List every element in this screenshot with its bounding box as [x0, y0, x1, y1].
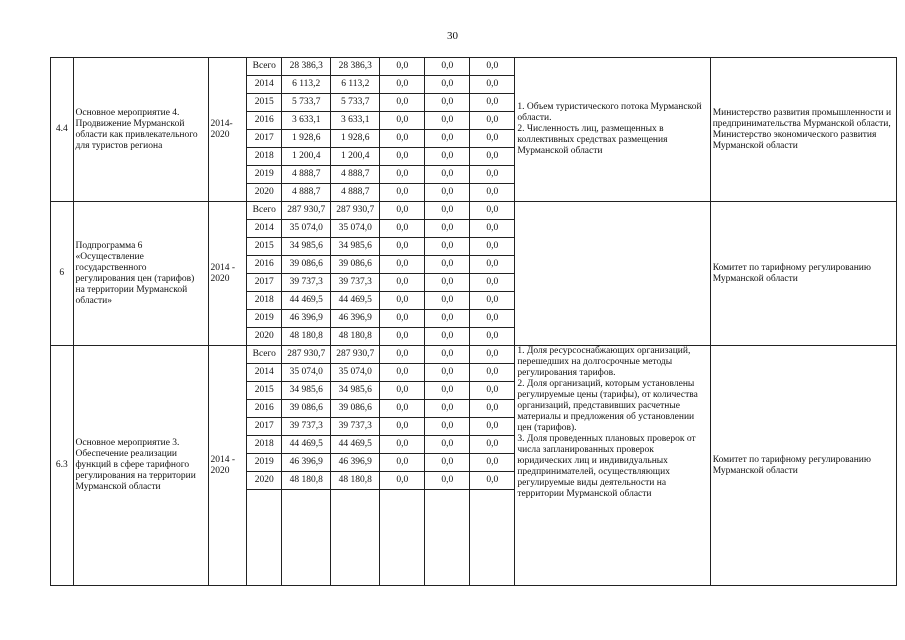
value-cell: 287 930,7 — [282, 346, 331, 364]
value-cell: 48 180,8 — [282, 472, 331, 490]
value-cell: 0,0 — [470, 292, 515, 310]
value-cell: 0,0 — [425, 130, 470, 148]
year-cell: 2017 — [247, 130, 282, 148]
indicator-text: 1. Доля ресурсоснабжающих организаций, перешедших на долгосрочные методы регулирования тарифов. — [517, 346, 691, 378]
value-cell: 48 180,8 — [282, 328, 331, 346]
value-cell: 0,0 — [425, 310, 470, 328]
value-cell: 0,0 — [470, 418, 515, 436]
year-cell: 2016 — [247, 400, 282, 418]
year-cell: 2014 — [247, 76, 282, 94]
value-cell: 4 888,7 — [282, 184, 331, 202]
value-cell: 0,0 — [380, 58, 425, 76]
value-cell: 0,0 — [470, 256, 515, 274]
value-cell: 1 928,6 — [331, 130, 380, 148]
executor-text: Комитет по тарифному регулированию Мурманской области — [712, 262, 871, 284]
value-cell: 44 469,5 — [282, 292, 331, 310]
value-cell: 0,0 — [425, 472, 470, 490]
value-cell: 287 930,7 — [331, 202, 380, 220]
value-cell: 0,0 — [380, 346, 425, 364]
page-number: 30 — [447, 30, 458, 42]
year-cell: 2015 — [247, 94, 282, 112]
section-name: Подпрограмма 6 «Осуществление государственного регулирования цен (тарифов) на территории Мурманской области» — [73, 202, 208, 346]
value-cell: 0,0 — [425, 328, 470, 346]
executor-text: Комитет по тарифному регулированию Мурманской области — [712, 454, 871, 476]
value-cell: 0,0 — [425, 436, 470, 454]
value-cell: 39 737,3 — [282, 274, 331, 292]
year-cell: 2018 — [247, 292, 282, 310]
value-cell: 0,0 — [380, 148, 425, 166]
value-cell: 0,0 — [380, 292, 425, 310]
value-cell: 34 985,6 — [282, 382, 331, 400]
indicators-cell — [515, 202, 710, 346]
value-cell: 0,0 — [470, 364, 515, 382]
value-cell: 0,0 — [425, 94, 470, 112]
value-cell: 4 888,7 — [282, 166, 331, 184]
value-cell: 0,0 — [470, 400, 515, 418]
value-cell: 44 469,5 — [331, 292, 380, 310]
value-cell: 0,0 — [470, 130, 515, 148]
value-cell: 0,0 — [380, 238, 425, 256]
value-cell: 48 180,8 — [331, 328, 380, 346]
program-table — [50, 57, 897, 586]
value-cell: 0,0 — [425, 346, 470, 364]
section-number: 6 — [51, 202, 74, 346]
value-cell: 0,0 — [470, 202, 515, 220]
value-cell: 5 733,7 — [331, 94, 380, 112]
empty-cell — [282, 490, 331, 586]
section-period: 2014-2020 — [208, 58, 247, 202]
value-cell: 0,0 — [380, 382, 425, 400]
value-cell: 0,0 — [470, 112, 515, 130]
value-cell: 0,0 — [470, 220, 515, 238]
value-cell: 3 633,1 — [331, 112, 380, 130]
value-cell: 0,0 — [380, 364, 425, 382]
value-cell: 0,0 — [425, 274, 470, 292]
value-cell: 46 396,9 — [331, 454, 380, 472]
value-cell: 0,0 — [470, 76, 515, 94]
value-cell: 35 074,0 — [331, 220, 380, 238]
value-cell: 35 074,0 — [331, 364, 380, 382]
year-cell: 2019 — [247, 454, 282, 472]
value-cell: 39 086,6 — [282, 400, 331, 418]
value-cell: 0,0 — [470, 274, 515, 292]
value-cell: 0,0 — [425, 256, 470, 274]
value-cell: 6 113,2 — [282, 76, 331, 94]
year-cell: Всего — [247, 202, 282, 220]
value-cell: 34 985,6 — [331, 238, 380, 256]
value-cell: 1 200,4 — [331, 148, 380, 166]
section-name: Основное мероприятие 3. Обеспечение реализации функций в сфере тарифного регулирования на территории Мурманской области — [73, 346, 208, 586]
value-cell: 0,0 — [380, 436, 425, 454]
year-cell: 2017 — [247, 418, 282, 436]
section-period: 2014 - 2020 — [208, 346, 247, 586]
year-cell: 2020 — [247, 184, 282, 202]
value-cell: 0,0 — [425, 292, 470, 310]
value-cell: 0,0 — [425, 220, 470, 238]
value-cell: 44 469,5 — [282, 436, 331, 454]
value-cell: 0,0 — [470, 238, 515, 256]
value-cell: 39 737,3 — [331, 418, 380, 436]
value-cell: 39 737,3 — [331, 274, 380, 292]
value-cell: 0,0 — [425, 166, 470, 184]
section-name: Основное мероприятие 4. Продвижение Мурманской области как привлекательного для туристов региона — [73, 58, 208, 202]
value-cell: 39 086,6 — [331, 256, 380, 274]
year-cell: 2019 — [247, 310, 282, 328]
value-cell: 0,0 — [425, 238, 470, 256]
value-cell: 48 180,8 — [331, 472, 380, 490]
value-cell: 0,0 — [470, 436, 515, 454]
value-cell: 39 086,6 — [331, 400, 380, 418]
year-cell: 2014 — [247, 220, 282, 238]
value-cell: 39 086,6 — [282, 256, 331, 274]
indicators-cell — [515, 58, 710, 202]
section-period: 2014 - 2020 — [208, 202, 247, 346]
executor-text: Министерство развития промышленности и предпринимательства Мурманской области, Министерство экономического развития Мурманской области — [712, 107, 892, 151]
value-cell: 0,0 — [470, 310, 515, 328]
value-cell: 0,0 — [470, 346, 515, 364]
value-cell: 287 930,7 — [331, 346, 380, 364]
year-cell: 2020 — [247, 328, 282, 346]
value-cell: 44 469,5 — [331, 436, 380, 454]
value-cell: 0,0 — [425, 58, 470, 76]
value-cell: 0,0 — [425, 400, 470, 418]
year-cell: 2018 — [247, 436, 282, 454]
value-cell: 0,0 — [425, 418, 470, 436]
table-row — [51, 58, 897, 76]
value-cell: 0,0 — [425, 382, 470, 400]
year-cell: 2016 — [247, 112, 282, 130]
value-cell: 0,0 — [425, 112, 470, 130]
year-cell: 2020 — [247, 472, 282, 490]
value-cell: 0,0 — [470, 94, 515, 112]
value-cell: 3 633,1 — [282, 112, 331, 130]
empty-cell — [380, 490, 425, 586]
value-cell: 0,0 — [470, 328, 515, 346]
value-cell: 34 985,6 — [282, 238, 331, 256]
value-cell: 46 396,9 — [282, 454, 331, 472]
value-cell: 0,0 — [470, 148, 515, 166]
section-number: 4.4 — [51, 58, 74, 202]
value-cell: 0,0 — [470, 166, 515, 184]
value-cell: 0,0 — [425, 454, 470, 472]
table-row — [51, 202, 897, 220]
value-cell: 0,0 — [470, 184, 515, 202]
empty-cell — [331, 490, 380, 586]
executor-cell — [710, 58, 896, 202]
value-cell: 0,0 — [380, 310, 425, 328]
value-cell: 0,0 — [425, 202, 470, 220]
value-cell: 35 074,0 — [282, 364, 331, 382]
value-cell: 0,0 — [425, 364, 470, 382]
value-cell: 0,0 — [380, 454, 425, 472]
indicators-cell — [515, 346, 710, 586]
executor-cell — [710, 202, 896, 346]
value-cell: 0,0 — [470, 382, 515, 400]
value-cell: 28 386,3 — [331, 58, 380, 76]
value-cell: 0,0 — [380, 274, 425, 292]
value-cell: 5 733,7 — [282, 94, 331, 112]
year-cell: 2014 — [247, 364, 282, 382]
value-cell: 0,0 — [380, 112, 425, 130]
indicator-text: 1. Объем туристического потока Мурманской области. — [517, 102, 702, 123]
empty-cell — [470, 490, 515, 586]
value-cell: 35 074,0 — [282, 220, 331, 238]
value-cell: 34 985,6 — [331, 382, 380, 400]
value-cell: 0,0 — [380, 256, 425, 274]
value-cell: 39 737,3 — [282, 418, 331, 436]
indicator-text: 3. Доля проведенных плановых проверок от числа запланированных проверок юридических лиц и индивидуальных предпринимателей, осуществляющих регулируемые виды деятельности на территории Мурманской области — [517, 434, 696, 499]
indicator-text: 2. Доля организаций, которым установлены регулируемые цены (тарифы), от количества организаций, представивших расчетные материалы и предложения об установлении цен (тарифов). — [517, 379, 698, 433]
value-cell: 0,0 — [380, 202, 425, 220]
indicator-text: 2. Численность лиц, размещенных в коллективных средствах размещения Мурманской области — [517, 124, 668, 156]
value-cell: 28 386,3 — [282, 58, 331, 76]
value-cell: 0,0 — [380, 184, 425, 202]
value-cell: 0,0 — [380, 76, 425, 94]
value-cell: 0,0 — [425, 76, 470, 94]
value-cell: 4 888,7 — [331, 184, 380, 202]
table-row — [51, 346, 897, 364]
value-cell: 0,0 — [470, 58, 515, 76]
executor-cell — [710, 346, 896, 586]
value-cell: 0,0 — [470, 472, 515, 490]
value-cell: 287 930,7 — [282, 202, 331, 220]
value-cell: 0,0 — [380, 328, 425, 346]
year-cell: 2018 — [247, 148, 282, 166]
year-cell: 2015 — [247, 382, 282, 400]
value-cell: 0,0 — [380, 400, 425, 418]
value-cell: 0,0 — [380, 220, 425, 238]
value-cell: 0,0 — [380, 418, 425, 436]
empty-cell — [247, 490, 282, 586]
year-cell: Всего — [247, 58, 282, 76]
value-cell: 0,0 — [425, 184, 470, 202]
value-cell: 46 396,9 — [282, 310, 331, 328]
section-number: 6.3 — [51, 346, 74, 586]
year-cell: Всего — [247, 346, 282, 364]
value-cell: 0,0 — [380, 94, 425, 112]
value-cell: 0,0 — [380, 130, 425, 148]
year-cell: 2017 — [247, 274, 282, 292]
year-cell: 2019 — [247, 166, 282, 184]
year-cell: 2015 — [247, 238, 282, 256]
value-cell: 0,0 — [380, 472, 425, 490]
value-cell: 0,0 — [425, 148, 470, 166]
year-cell: 2016 — [247, 256, 282, 274]
empty-cell — [425, 490, 470, 586]
value-cell: 4 888,7 — [331, 166, 380, 184]
value-cell: 6 113,2 — [331, 76, 380, 94]
value-cell: 1 200,4 — [282, 148, 331, 166]
value-cell: 1 928,6 — [282, 130, 331, 148]
value-cell: 0,0 — [470, 454, 515, 472]
value-cell: 46 396,9 — [331, 310, 380, 328]
value-cell: 0,0 — [380, 166, 425, 184]
